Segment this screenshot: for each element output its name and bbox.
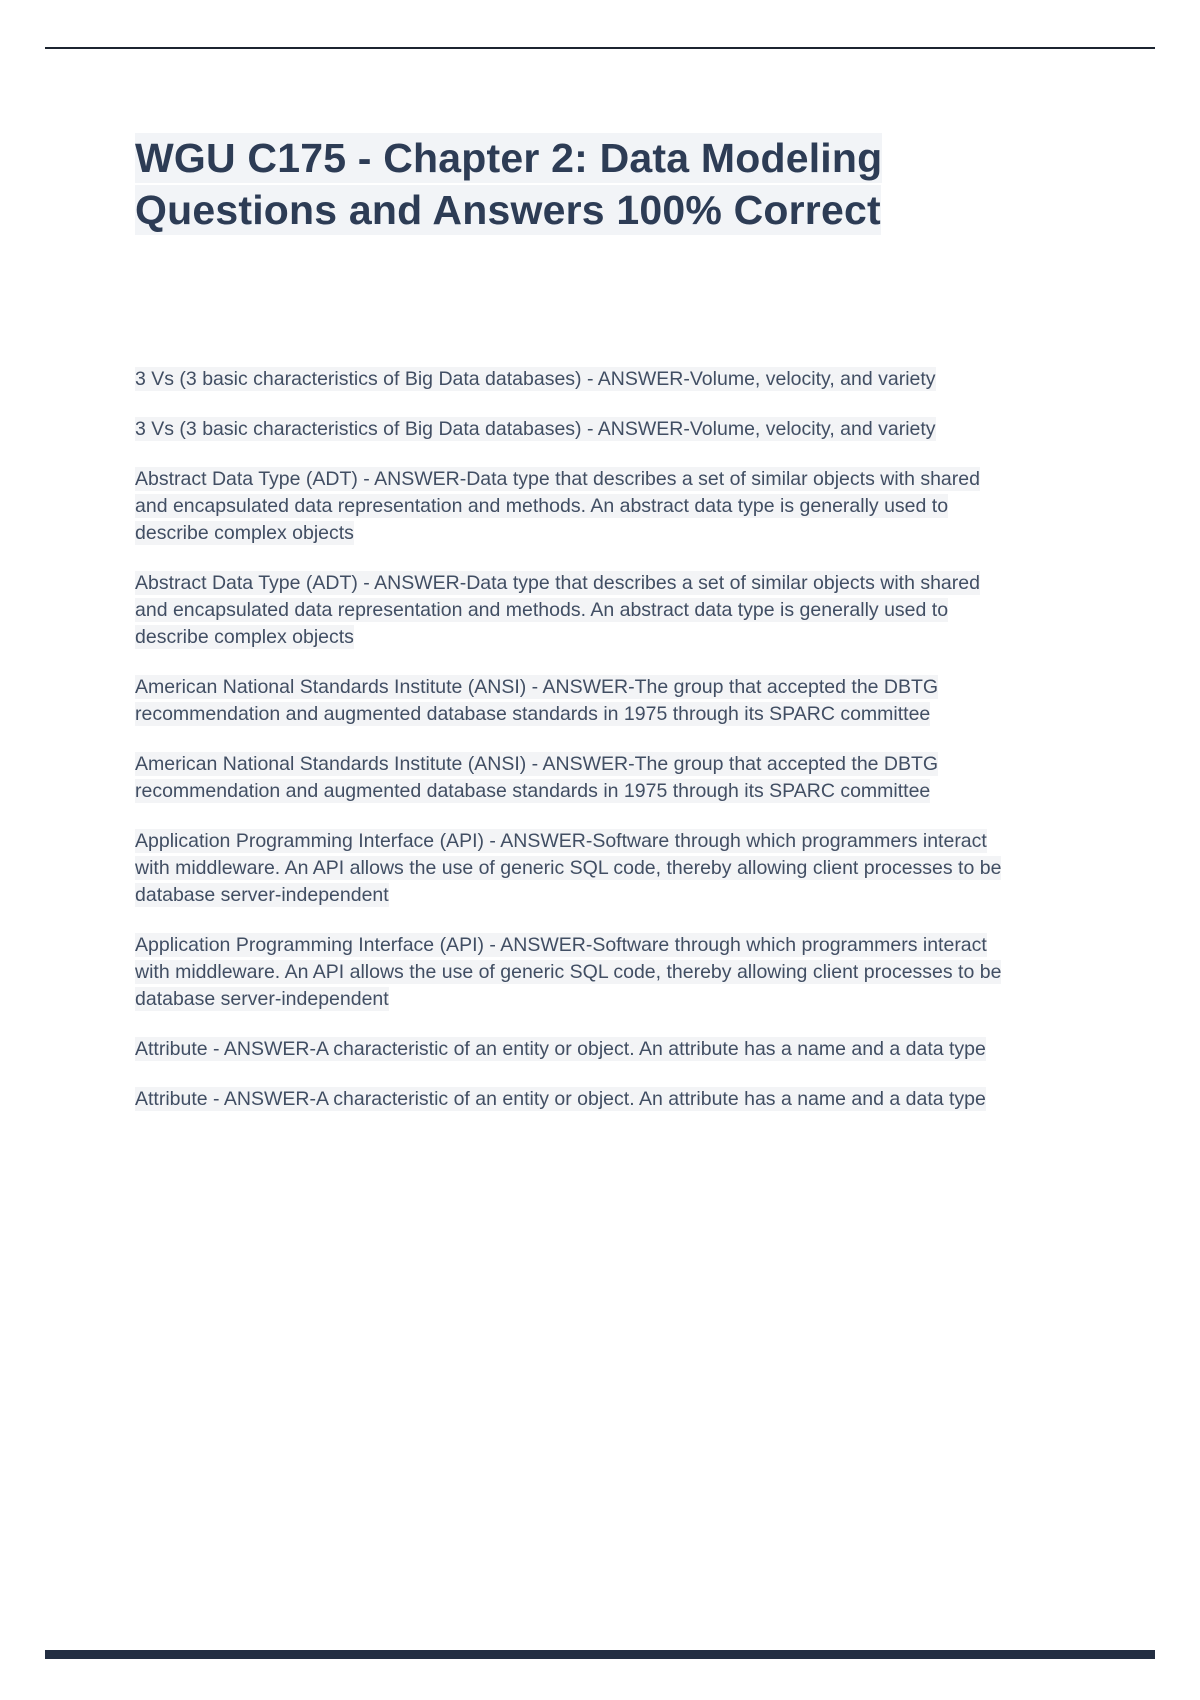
qa-paragraph xyxy=(135,416,1007,443)
qa-text: Application Programming Interface (API) - ANSWER-Software through which programmers interact with middleware. An API allows the use of generic SQL code, thereby allowing client processes to be database server-independent xyxy=(135,830,1002,906)
qa-paragraph xyxy=(135,828,1007,909)
page-content xyxy=(135,0,1007,1136)
qa-text: American National Standards Institute (ANSI) - ANSWER-The group that accepted the DBTG recommendation and augmented database standards in 1975 through its SPARC committee xyxy=(135,753,939,802)
qa-paragraph xyxy=(135,932,1007,1013)
page-title-text: WGU C175 - Chapter 2: Data Modeling Questions and Answers 100% Correct xyxy=(135,135,883,233)
qa-text: Application Programming Interface (API) - ANSWER-Software through which programmers interact with middleware. An API allows the use of generic SQL code, thereby allowing client processes to be database server-independent xyxy=(135,934,1002,1010)
qa-text: Attribute - ANSWER-A characteristic of an entity or object. An attribute has a name and a data type xyxy=(135,1038,986,1060)
qa-text: American National Standards Institute (ANSI) - ANSWER-The group that accepted the DBTG recommendation and augmented database standards in 1975 through its SPARC committee xyxy=(135,676,939,725)
qa-list xyxy=(135,366,1007,1113)
qa-text: 3 Vs (3 basic characteristics of Big Data databases) - ANSWER-Volume, velocity, and variety xyxy=(135,418,936,440)
qa-paragraph xyxy=(135,366,1007,393)
qa-paragraph xyxy=(135,1086,1007,1113)
qa-text: Abstract Data Type (ADT) - ANSWER-Data type that describes a set of similar objects with shared and encapsulated data representation and methods. An abstract data type is generally used to describe complex objects xyxy=(135,572,980,648)
qa-text: Attribute - ANSWER-A characteristic of an entity or object. An attribute has a name and a data type xyxy=(135,1088,986,1110)
qa-paragraph xyxy=(135,751,1007,805)
qa-text: Abstract Data Type (ADT) - ANSWER-Data type that describes a set of similar objects with shared and encapsulated data representation and methods. An abstract data type is generally used to describe complex objects xyxy=(135,468,980,544)
qa-text: 3 Vs (3 basic characteristics of Big Data databases) - ANSWER-Volume, velocity, and variety xyxy=(135,368,936,390)
qa-paragraph xyxy=(135,1036,1007,1063)
page-title xyxy=(135,132,1007,236)
bottom-rule xyxy=(45,1650,1155,1659)
qa-paragraph xyxy=(135,570,1007,651)
qa-paragraph xyxy=(135,674,1007,728)
qa-paragraph xyxy=(135,466,1007,547)
